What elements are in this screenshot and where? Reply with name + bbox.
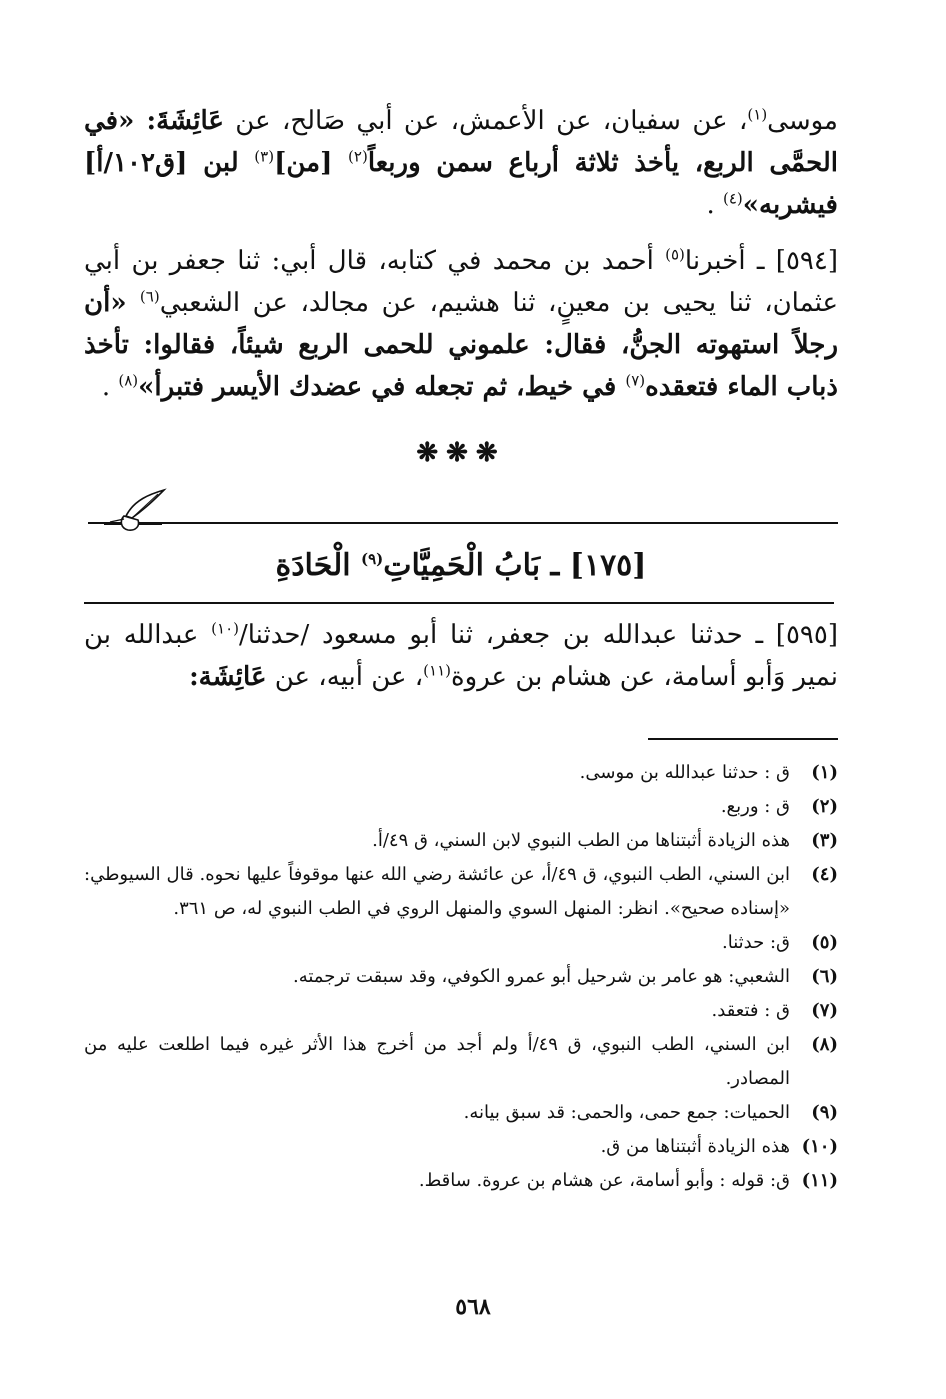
footnote-text: ق: قوله : وأبو أسامة، عن هشام بن عروة. ساقط. (418, 1170, 790, 1191)
chapter-heading (84, 540, 838, 592)
footnote-text: هذه الزيادة أثبتناها من ق. (600, 1136, 790, 1157)
footnote-number: (١١) (801, 1170, 838, 1191)
main-text (84, 100, 838, 408)
narrator-name: عَائِشَةَ: (146, 106, 224, 136)
footnote-ref-1: (١) (747, 105, 768, 124)
hadith-number: [٥٩٤] ـ أخبرنا (684, 246, 838, 276)
footnote (84, 858, 838, 926)
footnote (84, 756, 838, 790)
heading-rule (84, 602, 834, 604)
footnote-number: (٤) (811, 864, 838, 885)
footnote-number: (٣) (811, 830, 838, 851)
footnote-number: (٨) (811, 1034, 838, 1055)
footnote (84, 1164, 838, 1198)
paragraph-594 (84, 240, 838, 408)
footnote-ref-9: (٩) (361, 550, 384, 568)
footnote-text: ق : حدثنا عبدالله بن موسى. (579, 762, 790, 783)
footnote (84, 1130, 838, 1164)
footnote-ref-6: (٦) (139, 287, 160, 306)
footnote-text: ق : وربع. (720, 796, 790, 817)
footnote-number: (٢) (811, 796, 838, 817)
main-text-2 (84, 614, 838, 698)
footnote-ref-8: (٨) (118, 371, 139, 390)
footnote (84, 1096, 838, 1130)
chapter-divider (84, 486, 838, 532)
text-run: ، عن أبيه، عن (266, 662, 424, 692)
footnote-text: ق : فتعقد. (711, 1000, 790, 1021)
section-separator-stars: ❋❋❋ (416, 438, 506, 468)
footnote-text: ابن السني، الطب النبوي، ق ٤٩/أ ولم أجد من أخرج هذا الأثر غيره فيما اطلعت عليه من المصادر. (84, 1034, 790, 1089)
footnote-text: الحميات: جمع حمى، والحمى: قد سبق بيانه. (463, 1102, 790, 1123)
footnote (84, 1028, 838, 1096)
text-run: . (101, 372, 119, 402)
text-run: عبدالله بن نمير وَأبو أسامة، عن هشام بن عروة (84, 620, 838, 692)
footnote-number: (٩) (811, 1102, 838, 1123)
chapter-title-text: [١٧٥] ـ بَابُ الْحَمِيَّاتِ (383, 548, 647, 583)
footnote (84, 994, 838, 1028)
footnote-number: (١٠) (801, 1136, 838, 1157)
quill-ornament-icon (98, 486, 168, 532)
page-number: ٥٦٨ (455, 1294, 491, 1320)
text-run: ، عن سفيان، عن الأعمش، عن أبي صَالح، عن (223, 106, 748, 136)
footnote-ref-11: (١١) (423, 661, 452, 680)
divider-line (88, 522, 838, 524)
footnote-number: (٦) (811, 966, 838, 987)
chapter-title-text: الْحَادَةِ (275, 548, 361, 583)
footnote-ref-10: (١٠) (211, 619, 239, 638)
hadith-quote: «أن رجلاً استهوته الجنُّ، فقال: علموني للحمى الربع شيئاً، فقالوا: تأخذ ذباب الماء فتعقده (84, 288, 838, 402)
paragraph-593-continuation (84, 100, 838, 226)
footnote-number: (١) (811, 762, 838, 783)
footnote-ref-2: (٢) (348, 147, 368, 166)
footnote-text: الشعبي: هو عامر بن شرحيل أبو عمرو الكوفي، وقد سبقت ترجمته. (293, 966, 790, 987)
footnote-text: هذه الزيادة أثبتناها من الطب النبوي لابن السني، ق ٤٩/أ. (372, 830, 790, 851)
footnote (84, 960, 838, 994)
footnotes (84, 756, 838, 1198)
footnote-ref-7: (٧) (625, 371, 646, 390)
footnote-ref-4: (٤) (722, 189, 743, 208)
footnote-ref-5: (٥) (665, 245, 685, 264)
text-run: . (706, 190, 723, 220)
footnote-number: (٧) (811, 1000, 838, 1021)
hadith-quote: لبن [ق١٠٢/أ] فيشربه» (84, 148, 838, 220)
footnote-number: (٥) (811, 932, 838, 953)
hadith-quote: «في الحمَّى الربع، يأخذ ثلاثة أرباع سمن وربعاً (84, 106, 839, 178)
text-run: موسى (767, 106, 838, 136)
hadith-quote: [من] (274, 148, 349, 178)
footnote-separator (648, 738, 838, 740)
footnote-text: ابن السني، الطب النبوي، ق ٤٩/أ، عن عائشة رضي الله عنها موقوفاً عليها نحوه. قال السيوطي: «إسناده صحيح». انظر: المنهل السوي والمنهل الروي في الطب النبوي له، ص ٣٦١. (84, 864, 791, 919)
footnote (84, 790, 838, 824)
footnote-ref-3: (٣) (254, 147, 275, 166)
narrator-name: عَائِشَة: (189, 662, 267, 692)
footnote (84, 926, 838, 960)
text-run: أحمد بن محمد في كتابه، قال أبي: ثنا جعفر بن أبي عثمان، ثنا يحيى بن معينٍ، ثنا هشيم، عن مجالد، عن الشعبي (84, 246, 838, 318)
footnote-text: ق: حدثنا. (722, 932, 790, 953)
text-run: [٥٩٥] ـ حدثنا عبدالله بن جعفر، ثنا أبو مسعود /حدثنا/ (239, 620, 838, 650)
footnote (84, 824, 838, 858)
hadith-quote: في خيط، ثم تجعله في عضدك الأيسر فتبرأ» (138, 372, 626, 402)
paragraph-595 (84, 614, 838, 698)
